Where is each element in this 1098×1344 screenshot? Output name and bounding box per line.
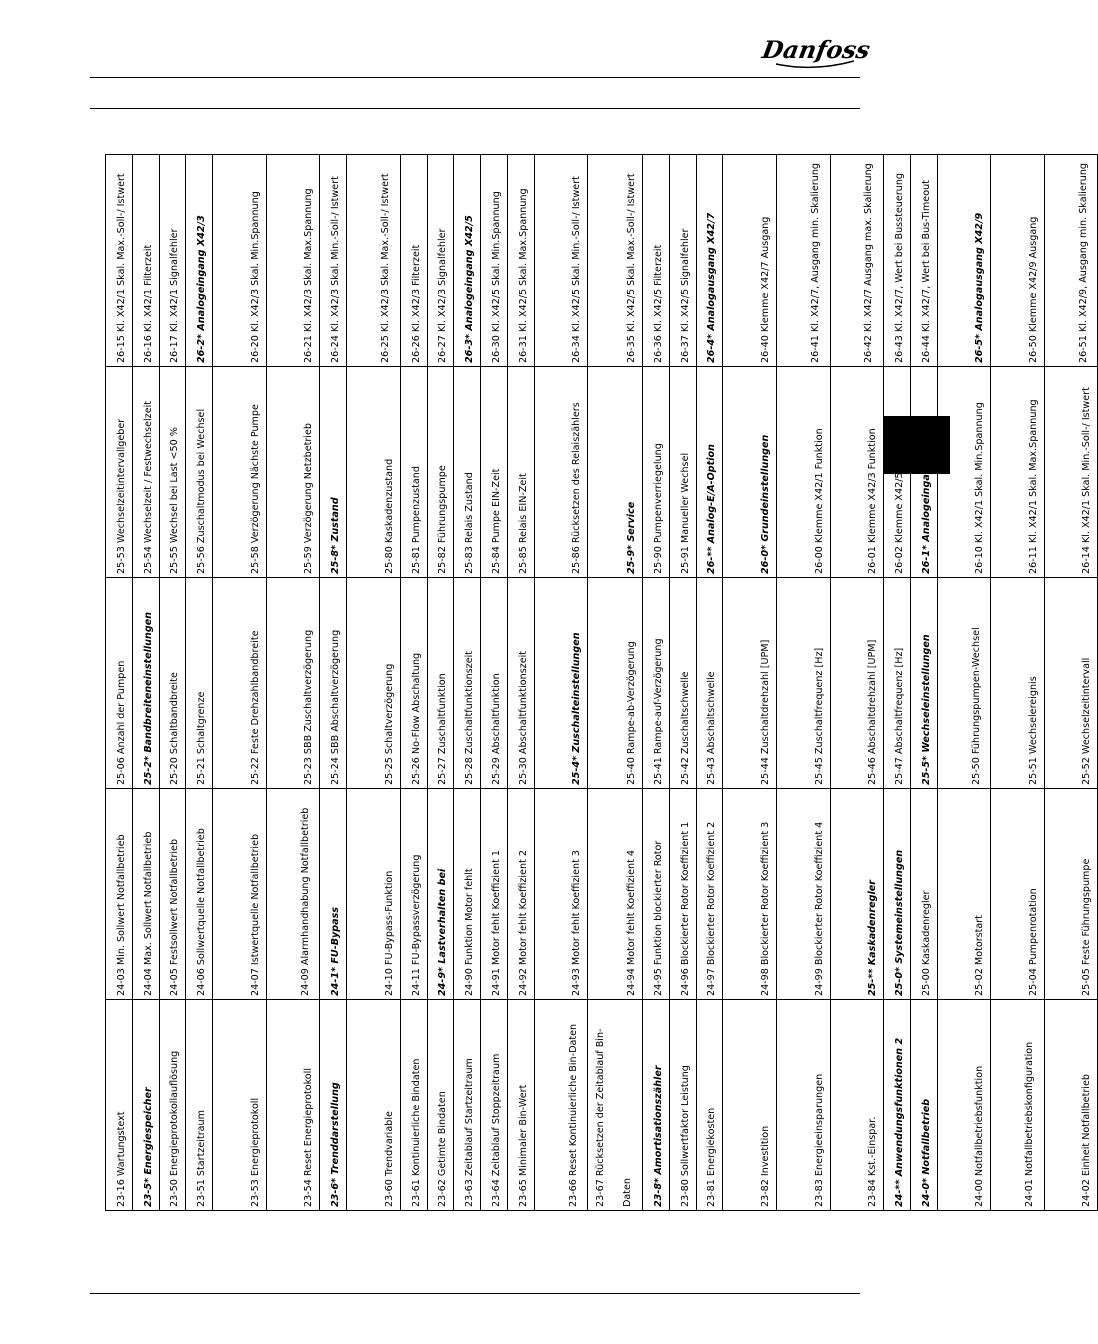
parameter-cell: 24-02 Einheit Notfallbetrieb [1044,1000,1098,1211]
parameter-cell: 25-40 Rampe-ab-Verzögerung [588,578,643,789]
table-row [132,155,159,1211]
parameter-cell: 24-90 Funktion Motor fehlt [454,789,481,1000]
table-row [320,155,347,1211]
parameter-cell: 25-80 Kaskadenzustand [347,367,401,578]
parameter-cell: 25-05 Feste Führungspumpe [1044,789,1098,1000]
parameter-cell: 26-25 Kl. X42/3 Skal. Max.-Soll-/ Istwert [347,155,401,367]
parameter-cell: 26-44 Kl. X42/7, Wert bei Bus-Timeout [910,155,937,367]
parameter-cell: 23-83 Energieeinsparungen [776,1000,830,1211]
parameter-cell: 26-14 Kl. X42/1 Skal. Min.-Soll-/ Istwert [1044,367,1098,578]
parameter-cell: 23-84 Kst.-Einspar. [830,1000,884,1211]
parameter-cell: 26-40 Klemme X42/7 Ausgang [723,155,777,367]
parameter-cell: 25-02 Motorstart [937,789,991,1000]
parameter-cell: 25-85 Relais EIN-Zeit [507,367,534,578]
parameter-cell: 25-06 Anzahl der Pumpen [106,578,133,789]
parameter-cell: 25-20 Schaltbandbreite [159,578,186,789]
parameter-group-cell: 23-5* Energiespeicher [132,1000,159,1211]
header-sub-rule [90,108,860,109]
parameter-group-cell: 26-3* Analogeingang X42/5 [454,155,481,367]
parameter-group-cell: 26-1* Analogeingang X42/1 [910,367,937,578]
parameter-cell: 24-92 Motor fehlt Koeffizient 2 [507,789,534,1000]
parameter-cell: 26-36 Kl. X42/5 Filterzeit [642,155,669,367]
parameter-cell: 24-11 FU-Bypassverzögerung [400,789,427,1000]
parameter-cell: 26-01 Klemme X42/3 Funktion [830,367,884,578]
table-row [400,155,427,1211]
parameter-cell: 25-23 SBB Zuschaltverzögerung [266,578,320,789]
parameter-cell: 24-99 Blockierter Rotor Koeffizient 4 [776,789,830,1000]
parameter-cell: 23-54 Reset Energieprotokoll [266,1000,320,1211]
table-row [669,155,696,1211]
parameter-cell: 26-00 Klemme X42/1 Funktion [776,367,830,578]
parameter-group-cell: 26-** Analog-E/A-Option [696,367,723,578]
table-row [642,155,669,1211]
table-row [454,155,481,1211]
parameter-cell: 26-37 Kl. X42/5 Signalfehler [669,155,696,367]
parameter-group-cell: 25-** Kaskadenregler [830,789,884,1000]
parameter-cell: 23-62 Getimte Bindaten [427,1000,454,1211]
parameter-cell: 24-07 Istwertquelle Notfallbetrieb [213,789,267,1000]
parameter-cell: 24-97 Blockierter Rotor Koeffizient 2 [696,789,723,1000]
parameter-cell: 26-27 Kl. X42/3 Signalfehler [427,155,454,367]
parameter-cell: 24-03 Min. Sollwert Notfallbetrieb [106,789,133,1000]
parameter-group-cell: 24-1* FU-Bypass [320,789,347,1000]
parameter-cell: 25-47 Abschaltfrequenz [Hz] [884,578,911,789]
parameter-cell: 26-02 Klemme X42/5 Funktion [884,367,911,578]
parameter-cell: 23-82 Investition [723,1000,777,1211]
parameter-cell: 25-44 Zuschaltdrehzahl [UPM] [723,578,777,789]
parameter-group-cell: 25-0* Systemeinstellungen [884,789,911,1000]
parameter-group-cell: 24-9* Lastverhalten bei [427,789,454,1000]
parameter-cell: 25-86 Rücksetzen des Relaiszählers [534,367,588,578]
parameter-cell: 24-04 Max. Sollwert Notfallbetrieb [132,789,159,1000]
parameter-cell: 24-91 Motor fehlt Koeffizient 1 [481,789,508,1000]
parameter-cell: 25-83 Relais Zustand [454,367,481,578]
parameter-group-cell: 25-2* Bandbreiteneinstellungen [132,578,159,789]
parameter-cell: 25-59 Verzögerung Netzbetrieb [266,367,320,578]
parameter-table-frame [105,155,1093,1211]
parameter-cell: 24-05 Festsollwert Notfallbetrieb [159,789,186,1000]
parameter-cell: 23-80 Sollwertfaktor Leistung [669,1000,696,1211]
parameter-cell: 24-10 FU-Bypass-Funktion [347,789,401,1000]
parameter-cell: 23-65 Minimaler Bin-Wert [507,1000,534,1211]
parameter-cell: 23-50 Energieprotokollauflösung [159,1000,186,1211]
parameter-cell: 25-58 Verzögerung Nächste Pumpe [213,367,267,578]
parameter-cell: 25-46 Abschaltdrehzahl [UPM] [830,578,884,789]
parameter-cell: 25-25 Schaltverzögerung [347,578,401,789]
parameter-cell: 25-27 Zuschaltfunktion [427,578,454,789]
parameter-group-cell: 25-9* Service [588,367,643,578]
parameter-cell: 26-10 Kl. X42/1 Skal. Min.Spannung [937,367,991,578]
parameter-cell: 25-84 Pumpe EIN-Zeit [481,367,508,578]
parameter-cell: 25-43 Abschaltschwelle [696,578,723,789]
table-row [106,155,133,1211]
parameter-cell: 24-09 Alarmhandhabung Notfallbetrieb [266,789,320,1000]
parameter-cell: 23-81 Energiekosten [696,1000,723,1211]
table-row [186,155,213,1211]
footer-rule [90,1293,860,1294]
parameter-cell: 25-51 Wechselereignis [991,578,1045,789]
parameter-cell: 24-00 Notfallbetriebsfunktion [937,1000,991,1211]
table-row [159,155,186,1211]
parameter-cell: 26-15 Kl. X42/1 Skal. Max.-Soll-/ Istwert [106,155,133,367]
parameter-cell: 24-01 Notfallbetriebskonfiguration [991,1000,1045,1211]
parameter-cell: 25-56 Zuschaltmodus bei Wechsel [186,367,213,578]
parameter-cell: 26-30 Kl. X42/5 Skal. Min.Spannung [481,155,508,367]
parameter-cell: 23-51 Startzeitraum [186,1000,213,1211]
parameter-cell: 25-28 Zuschaltfunktionszeit [454,578,481,789]
parameter-group-cell: 25-8* Zustand [320,367,347,578]
parameter-group-cell: 26-5* Analogausgang X42/9 [937,155,991,367]
parameter-cell: 25-52 Wechselzeitintervall [1044,578,1098,789]
rotated-parameter-table [105,155,1093,1211]
parameter-cell: 25-04 Pumpenrotation [991,789,1045,1000]
parameter-cell: 24-93 Motor fehlt Koeffizient 3 [534,789,588,1000]
parameter-cell: 26-35 Kl. X42/5 Skal. Max.-Soll-/ Istwert [588,155,643,367]
parameter-cell: 26-51 Kl. X42/9, Ausgang min. Skalierung [1044,155,1098,367]
parameter-cell: 24-98 Blockierter Rotor Koeffizient 3 [723,789,777,1000]
parameter-cell: 25-82 Führungspumpe [427,367,454,578]
table-row [534,155,588,1211]
header-rule [90,77,860,78]
parameter-group-cell: 26-0* Grundeinstellungen [723,367,777,578]
parameter-group-cell: 24-0* Notfallbetrieb [910,1000,937,1211]
parameter-cell: 26-26 Kl. X42/3 Filterzeit [400,155,427,367]
parameter-cell: 25-00 Kaskadenregler [910,789,937,1000]
parameter-cell: 23-53 Energieprotokoll [213,1000,267,1211]
table-row [347,155,401,1211]
table-row [910,155,937,1211]
parameter-cell: 26-11 Kl. X42/1 Skal. Max.Spannung [991,367,1045,578]
danfoss-logo [760,28,873,72]
parameter-cell: 25-91 Manueller Wechsel [669,367,696,578]
parameter-cell: 25-24 SBB Abschaltverzögerung [320,578,347,789]
table-row [427,155,454,1211]
parameter-cell: 26-41 Kl. X42/7, Ausgang min. Skalierung [776,155,830,367]
parameter-cell: 23-67 Rücksetzen der Zeitablauf Bin-Daten [588,1000,643,1211]
parameter-cell: 25-21 Schaltgrenze [186,578,213,789]
parameter-cell: 26-20 Kl. X42/3 Skal. Min.Spannung [213,155,267,367]
parameter-cell: 26-34 Kl. X42/5 Skal. Min.-Soll-/ Istwert [534,155,588,367]
parameter-cell: 24-94 Motor fehlt Koeffizient 4 [588,789,643,1000]
parameter-cell: 26-31 Kl. X42/5 Skal. Max.Spannung [507,155,534,367]
table-row [213,155,267,1211]
logo-wordmark: Danfoss [760,35,873,64]
parameter-cell: 23-66 Reset Kontinuierliche Bin-Daten [534,1000,588,1211]
parameter-cell: 25-55 Wechsel bei Last <50 % [159,367,186,578]
parameter-cell: 25-41 Rampe-auf-Verzögerung [642,578,669,789]
parameter-group-cell: 26-4* Analogausgang X42/7 [696,155,723,367]
table-row [481,155,508,1211]
parameter-cell: 25-53 Wechselzeitintervallgeber [106,367,133,578]
parameter-group-cell: 23-8* Amortisationszähler [642,1000,669,1211]
table-row [588,155,643,1211]
table-row [937,155,991,1211]
parameter-cell: 23-61 Kontinuierliche Bindaten [400,1000,427,1211]
parameter-cell: 25-50 Führungspumpen-Wechsel [937,578,991,789]
parameter-cell: 25-29 Abschaltfunktion [481,578,508,789]
parameter-cell: 25-30 Abschaltfunktionszeit [507,578,534,789]
table-row [696,155,723,1211]
parameter-cell: 25-81 Pumpenzustand [400,367,427,578]
parameter-cell: 25-26 No-Flow Abschaltung [400,578,427,789]
parameter-group-cell: 23-6* Trenddarstellung [320,1000,347,1211]
parameter-cell: 26-17 Kl. X42/1 Signalfehler [159,155,186,367]
parameter-cell: 24-06 Sollwertquelle Notfallbetrieb [186,789,213,1000]
table-row [266,155,320,1211]
parameter-cell: 23-64 Zeitablauf Stoppzeitraum [481,1000,508,1211]
parameter-cell: 25-90 Pumpenverriegelung [642,367,669,578]
parameter-group-cell: 24-** Anwendungsfunktionen 2 [884,1000,911,1211]
parameter-cell: 26-50 Klemme X42/9 Ausgang [991,155,1045,367]
table-row [1044,155,1098,1211]
table-row [723,155,777,1211]
table-row [991,155,1045,1211]
parameter-cell: 26-21 Kl. X42/3 Skal. Max.Spannung [266,155,320,367]
parameter-cell: 25-54 Wechselzeit / Festwechselzeit [132,367,159,578]
parameter-table [105,154,1098,1211]
parameter-cell: 23-16 Wartungstext [106,1000,133,1211]
parameter-cell: 25-42 Zuschaltschwelle [669,578,696,789]
table-row [776,155,830,1211]
parameter-cell: 23-63 Zeitablauf Startzeitraum [454,1000,481,1211]
parameter-cell: 25-22 Feste Drehzahlbandbreite [213,578,267,789]
parameter-cell: 26-24 Kl. X42/3 Skal. Min.-Soll-/ Istwert [320,155,347,367]
parameter-cell: 24-95 Funktion blockierter Rotor [642,789,669,1000]
parameter-group-cell: 25-5* Wechseleinstellungen [910,578,937,789]
parameter-cell: 24-96 Blockierter Rotor Koeffizient 1 [669,789,696,1000]
parameter-group-cell: 26-2* Analogeingang X42/3 [186,155,213,367]
table-row [884,155,911,1211]
parameter-cell: 26-16 Kl. X42/1 Filterzeit [132,155,159,367]
table-row [830,155,884,1211]
parameter-group-cell: 25-4* Zuschalteinstellungen [534,578,588,789]
parameter-cell: 23-60 Trendvariable [347,1000,401,1211]
table-row [507,155,534,1211]
parameter-cell: 26-42 Kl. X42/7 Ausgang max. Skalierung [830,155,884,367]
parameter-cell: 26-43 Kl. X42/7, Wert bei Bussteuerung [884,155,911,367]
parameter-cell: 25-45 Zuschaltfrequenz [Hz] [776,578,830,789]
